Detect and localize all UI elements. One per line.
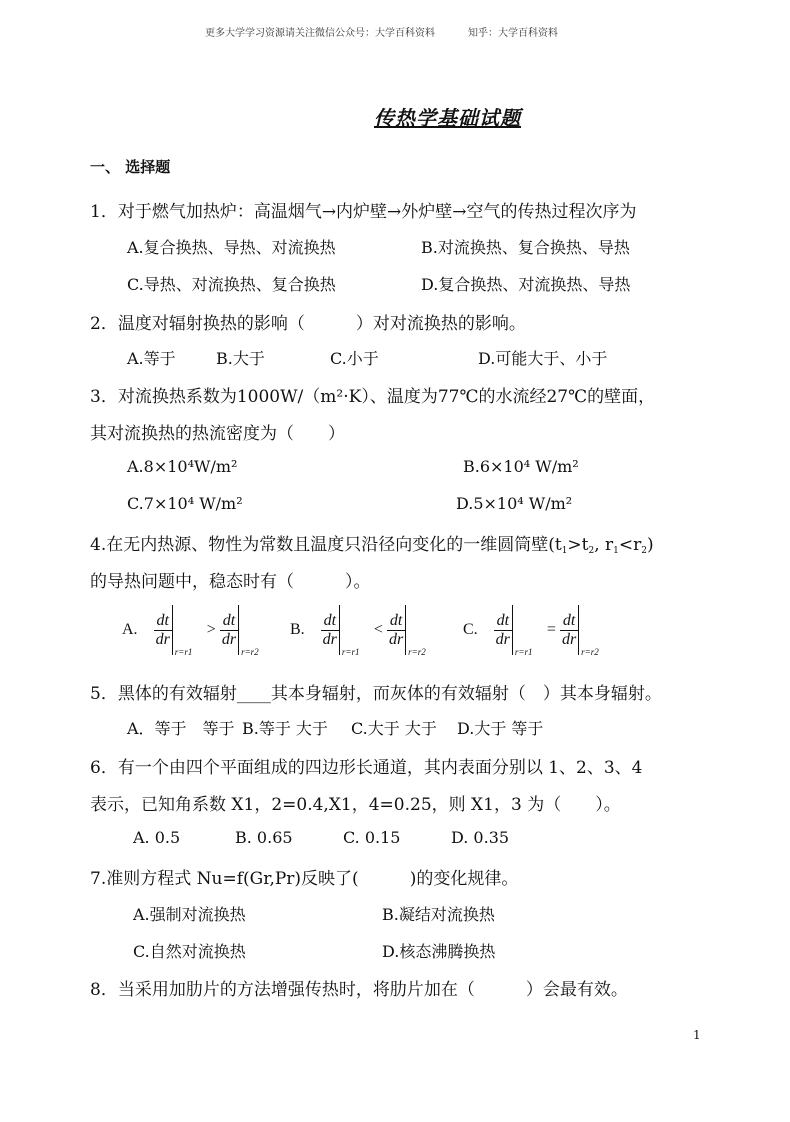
question-6-stem-line-2: 表示，已知角系数 X1，2=0.4,X1，4=0.25，则 X1，3 为（ ）。 (90, 795, 621, 815)
option-label: B. (290, 621, 305, 638)
derivative-fraction (560, 612, 578, 649)
eval-subscript: r=r1 (514, 647, 533, 657)
derivative-fraction (220, 612, 238, 649)
eval-subscript: r=r1 (341, 647, 360, 657)
option-label: C. (463, 621, 478, 638)
question-3-option-a: A.8×10⁴W/m² (127, 457, 238, 476)
question-4-stem-line-1 (90, 530, 654, 555)
denominator: dr (155, 630, 170, 648)
numerator: dt (560, 612, 578, 631)
evaluation-bar (405, 605, 432, 655)
question-4-option-a (122, 605, 269, 655)
derivative-fraction (494, 612, 512, 649)
q4-text: , r (594, 535, 614, 555)
question-4-option-b (290, 605, 436, 655)
question-7-option-c: C.自然对流换热 (133, 942, 246, 961)
evaluation-bar (512, 605, 539, 655)
evaluation-bar (238, 605, 265, 655)
question-6-option-d: D. 0.35 (451, 828, 510, 847)
question-8-stem: 8．当采用加肋片的方法增强传热时，将肋片加在（ ）会最有效。 (90, 980, 628, 1000)
q4-sub: 1 (561, 546, 568, 556)
question-5-stem: 5．黑体的有效辐射____其本身辐射，而灰体的有效辐射（ ）其本身辐射。 (90, 684, 662, 704)
section-heading: 一、 选择题 (90, 158, 171, 176)
derivative-fraction (387, 612, 405, 649)
question-6-stem-line-1: 6．有一个由四个平面组成的四边形长通道，其内表面分别以 1、2、3、4 (90, 758, 643, 778)
evaluation-bar (578, 605, 605, 655)
numerator: dt (220, 612, 238, 631)
question-4-stem-line-2: 的导热问题中，稳态时有（ ）。 (90, 572, 371, 592)
numerator: dt (387, 612, 405, 631)
q4-text: ) (647, 535, 654, 555)
evaluation-bar (172, 605, 199, 655)
question-1-option-a: A.复合换热、导热、对流换热 (127, 238, 336, 257)
question-5-option-c: C.大于 大于 (351, 719, 437, 738)
question-6-option-a: A. 0.5 (133, 828, 181, 847)
question-1-option-b: B.对流换热、复合换热、导热 (421, 238, 630, 257)
question-2-option-b: B.大于 (216, 349, 265, 368)
question-2-option-c: C.小于 (330, 349, 379, 368)
denominator: dr (221, 630, 237, 648)
question-7-option-d: D.核态沸腾换热 (382, 942, 496, 961)
header-note-wechat: 更多大学学习资源请关注微信公众号：大学百科资料 (205, 28, 435, 39)
question-3-option-d: D.5×10⁴ W/m² (456, 494, 573, 513)
question-7-option-b: B.凝结对流换热 (382, 905, 495, 924)
question-2-option-d: D.可能大于、小于 (478, 349, 608, 368)
question-5-option-a: A．等于 等于 (127, 719, 235, 738)
question-1-option-c: C.导热、对流换热、复合换热 (127, 275, 336, 294)
eval-subscript: r=r1 (174, 647, 193, 657)
question-3-stem-line-1: 3．对流换热系数为1000W/（m²·K）、温度为77℃的水流经27℃的壁面， (90, 387, 656, 407)
question-6-option-c: C. 0.15 (343, 828, 401, 847)
question-7-stem: 7.准则方程式 Nu=f(Gr,Pr)反映了( )的变化规律。 (90, 869, 519, 889)
question-1-option-d: D.复合换热、对流换热、导热 (421, 275, 631, 294)
numerator: dt (154, 612, 172, 631)
question-1-stem: 1．对于燃气加热炉：高温烟气→内炉壁→外炉壁→空气的传热过程次序为 (90, 202, 637, 222)
q4-text: <r (618, 535, 642, 555)
question-5-option-b: B.等于 大于 (242, 719, 328, 738)
numerator: dt (494, 612, 512, 631)
option-label: A. (122, 621, 138, 638)
denominator: dr (495, 630, 510, 648)
q4-text: >t (567, 535, 589, 555)
question-3-option-b: B.6×10⁴ W/m² (463, 457, 579, 476)
eval-subscript: r=r2 (581, 647, 599, 657)
derivative-fraction (154, 612, 172, 649)
relation-symbol: < (373, 621, 383, 638)
relation-symbol: > (206, 621, 216, 638)
question-3-option-c: C.7×10⁴ W/m² (127, 494, 243, 513)
evaluation-bar (339, 605, 366, 655)
question-2-option-a: A.等于 (127, 349, 176, 368)
q4-sub: 2 (641, 546, 648, 556)
eval-subscript: r=r2 (408, 647, 426, 657)
question-7-option-a: A.强制对流换热 (133, 905, 246, 924)
question-6-option-b: B. 0.65 (235, 828, 293, 847)
header-note-zhihu: 知乎：大学百科资料 (468, 28, 558, 39)
question-4-option-c (463, 605, 609, 655)
denominator: dr (388, 630, 404, 648)
question-3-stem-line-2: 其对流换热的热流密度为（ ） (90, 424, 345, 444)
question-2-stem: 2．温度对辐射换热的影响（ ）对对流换热的影响。 (90, 314, 526, 334)
q4-sub: 1 (613, 546, 619, 556)
denominator: dr (561, 630, 577, 648)
page-number: 1 (693, 1028, 701, 1042)
q4-text: 4.在无内热源、物性为常数且温度只沿径向变化的一维圆筒壁(t (90, 535, 562, 555)
denominator: dr (322, 630, 337, 648)
derivative-fraction (321, 612, 339, 649)
relation-symbol: = (546, 621, 556, 638)
question-5-option-d: D.大于 等于 (457, 719, 544, 738)
eval-subscript: r=r2 (241, 647, 259, 657)
numerator: dt (321, 612, 339, 631)
document-title: 传热学基础试题 (374, 106, 521, 130)
q4-sub: 2 (588, 546, 595, 556)
